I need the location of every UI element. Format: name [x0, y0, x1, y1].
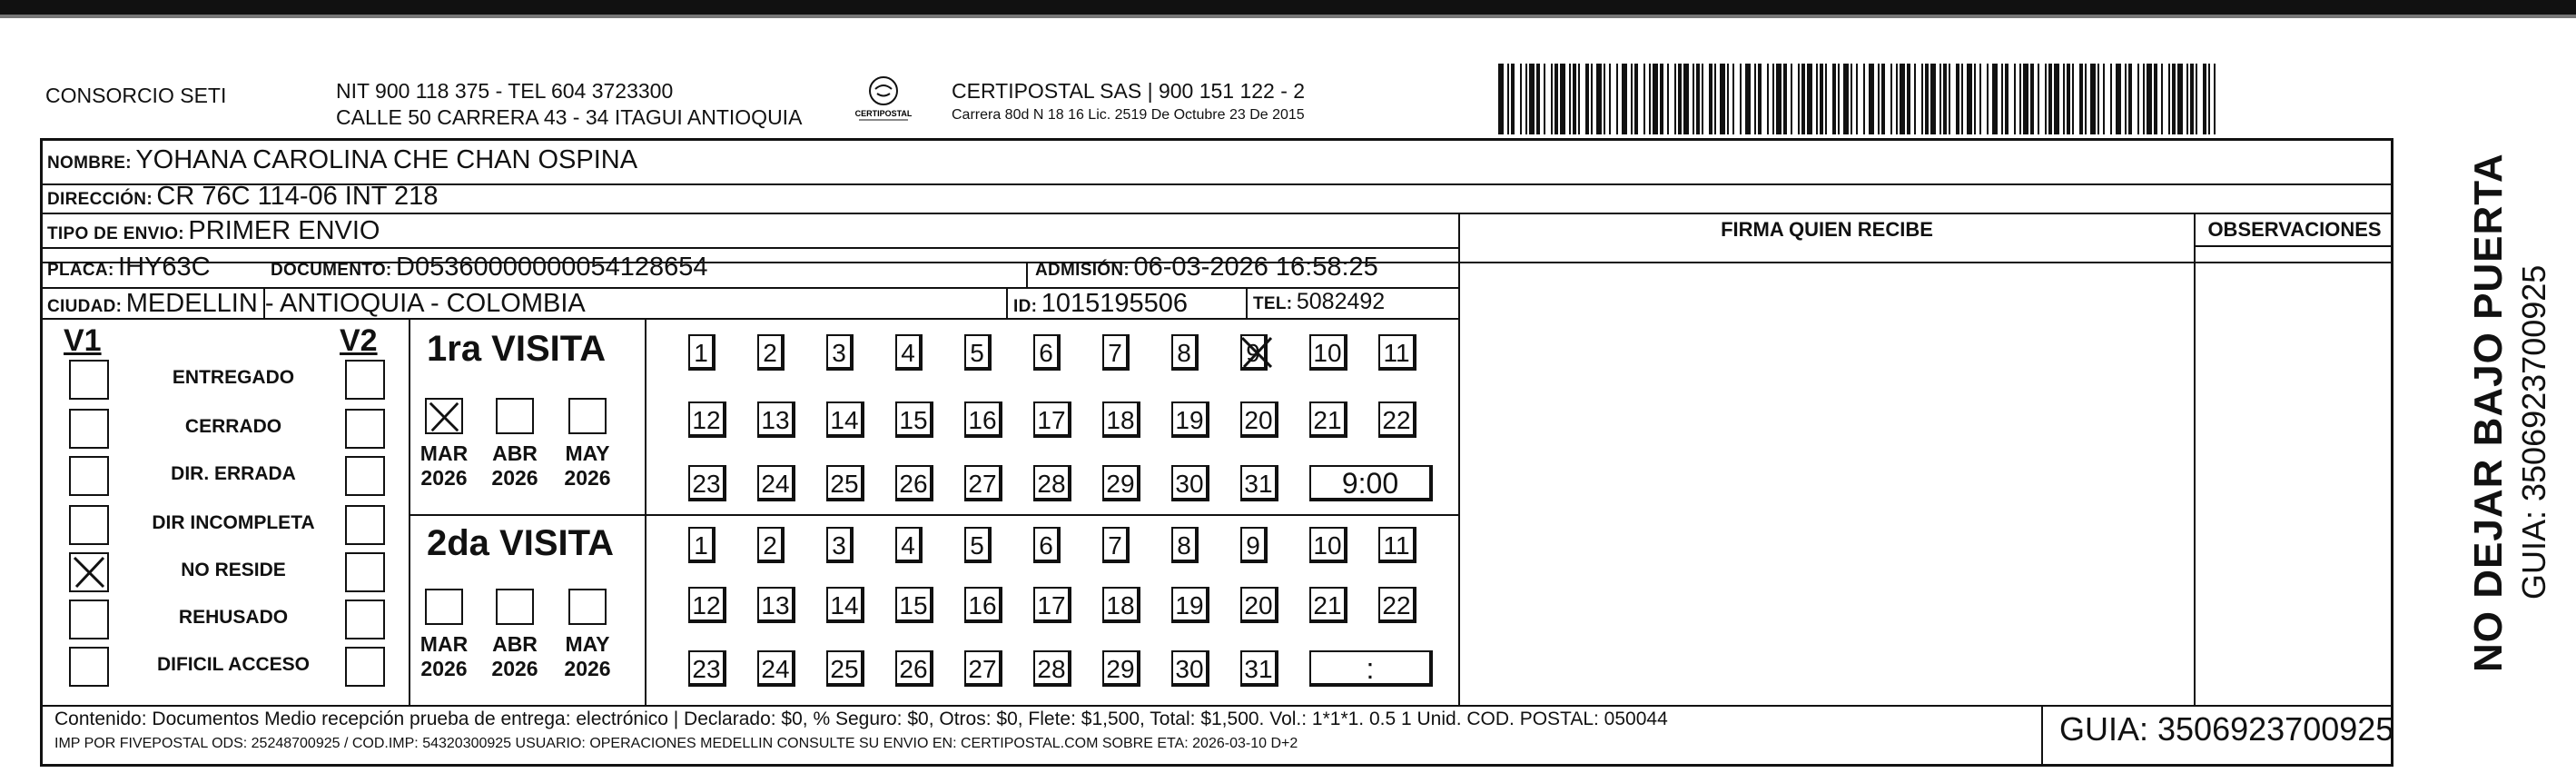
month-name: ABR: [492, 441, 538, 465]
v1-checkbox[interactable]: [69, 456, 109, 496]
month-year: 2026: [420, 657, 468, 680]
status-label: CERRADO: [184, 416, 282, 437]
barcode-bar: [1683, 64, 1689, 134]
visit2-month-checkbox[interactable]: [425, 589, 463, 625]
firma-header: FIRMA QUIEN RECIBE: [1721, 218, 1933, 241]
certipostal-info: [952, 78, 1305, 126]
status-label: DIR. ERRADA: [171, 463, 296, 484]
visit1-day-box[interactable]: 10: [1309, 334, 1347, 371]
barcode-bar: [1907, 64, 1910, 134]
visit1-month-checkbox[interactable]: [568, 398, 607, 434]
barcode-bar: [1869, 64, 1874, 134]
barcode-bar: [1992, 64, 1998, 134]
nombre-value: YOHANA CAROLINA CHE CHAN OSPINA: [135, 145, 638, 174]
barcode-bar: [1776, 64, 1781, 134]
barcode-bar: [1925, 64, 1929, 134]
month-year: 2026: [564, 466, 611, 490]
ciudad-value: MEDELLIN - ANTIOQUIA - COLOMBIA: [125, 289, 586, 318]
visit2-day-box[interactable]: 14: [826, 587, 864, 623]
v2-checkbox[interactable]: [345, 552, 385, 592]
barcode-bar: [1961, 64, 1963, 134]
visit1-day-box[interactable]: 5: [964, 334, 992, 371]
barcode-bar: [2143, 64, 2145, 134]
barcode-bar: [1745, 64, 1751, 134]
id-value: 1015195506: [1041, 289, 1188, 318]
barcode-bar: [1967, 64, 1972, 134]
visit2-day-box[interactable]: 21: [1309, 587, 1347, 623]
visit2-day-box[interactable]: 12: [688, 587, 726, 623]
barcode-bar: [1987, 64, 1989, 134]
barcode-bar: [1525, 64, 1527, 134]
barcode-bar: [1896, 64, 1898, 134]
day-number: 9: [1246, 339, 1260, 367]
barcode-bar: [1720, 64, 1725, 134]
visit2-day-box[interactable]: 6: [1033, 527, 1061, 563]
visit2-day-box[interactable]: 4: [895, 527, 923, 563]
barcode-bar: [1921, 64, 1923, 134]
company-info: [336, 78, 802, 131]
month-name: MAR: [419, 632, 469, 656]
ciudad-label: CIUDAD:: [47, 297, 123, 316]
visit2-day-box[interactable]: 15: [895, 587, 933, 623]
footer-contenido: Contenido: Documentos Medio recepción prueba de entrega: electrónico | Declarado: $0, % Seguro: $0, Otros: $0, Flete: $1,500, Total: $1,500. Vol.: 1*1*1. 0.5 1 Unid. COD. POSTAL: 050044: [54, 709, 1668, 729]
address-line: CALLE 50 CARRERA 43 - 34 ITAGUI ANTIOQUIA: [336, 105, 803, 129]
v1-checkbox[interactable]: [69, 360, 109, 400]
barcode-bar: [1816, 64, 1818, 134]
admision-value: 06-03-2026 16:58:25: [1133, 253, 1378, 282]
visit1-day-box[interactable]: 12: [688, 401, 726, 438]
visit2-day-box[interactable]: 1: [688, 527, 716, 563]
visit2-month-checkbox[interactable]: [496, 589, 534, 625]
logo-text: CERTIPOSTAL: [855, 109, 912, 118]
barcode-bar: [1754, 64, 1756, 134]
barcode-bar: [2147, 64, 2152, 134]
barcode-bar: [1585, 64, 1589, 134]
certipostal-logo: [855, 73, 912, 125]
barcode-bar: [2154, 64, 2157, 134]
barcode-bar: [2030, 64, 2034, 134]
barcode-bar: [2203, 64, 2206, 134]
barcode-bar: [1727, 64, 1729, 134]
visit1-day-box[interactable]: 19: [1171, 401, 1209, 438]
barcode-bar: [1820, 64, 1823, 134]
day-check-mark: [1239, 334, 1275, 371]
barcode-bar: [1622, 64, 1627, 134]
barcode-bar: [1979, 64, 1981, 134]
visit1-day-box[interactable]: 31: [1240, 465, 1278, 501]
visit1-day-box[interactable]: 24: [757, 465, 795, 501]
company-name: CONSORCIO SETI: [45, 84, 227, 107]
barcode-bar: [2014, 64, 2016, 134]
barcode-bar: [1758, 64, 1762, 134]
v2-checkbox[interactable]: [345, 647, 385, 687]
barcode-bar: [1851, 64, 1852, 134]
visit2-day-box[interactable]: 16: [964, 587, 1002, 623]
v2-checkbox[interactable]: [345, 505, 385, 545]
barcode-bar: [1569, 64, 1571, 134]
visit2-day-box[interactable]: 5: [964, 527, 992, 563]
barcode-bar: [1878, 64, 1880, 134]
id-cell: [1013, 289, 1188, 319]
placa-value: IHY63C: [118, 253, 211, 282]
barcode-bar: [1696, 64, 1700, 134]
visit2-month-label: [558, 632, 617, 681]
barcode-bar: [2110, 64, 2112, 134]
barcode-bar: [2137, 64, 2139, 134]
visit1-month-label: [415, 441, 473, 491]
visit1-day-box[interactable]: 27: [964, 465, 1002, 501]
barcode-bar: [1943, 64, 1947, 134]
visit2-month-label: [415, 632, 473, 681]
top-border-shadow: [0, 15, 2576, 18]
barcode-bar: [1856, 64, 1858, 134]
visit2-month-label: [486, 632, 544, 681]
v2-checkbox[interactable]: [345, 360, 385, 400]
nit-line: NIT 900 118 375 - TEL 604 3723300: [336, 79, 674, 103]
barcode-bar: [1554, 64, 1558, 134]
direccion-row: [47, 182, 438, 212]
barcode-bar: [1702, 64, 1703, 134]
barcode-bar: [1881, 64, 1885, 134]
v2-checkbox[interactable]: [345, 456, 385, 496]
barcode-bar: [1634, 64, 1638, 134]
visit1-time-box[interactable]: 9:00: [1309, 465, 1433, 501]
barcode-bar: [2067, 64, 2070, 134]
visit2-day-box[interactable]: 25: [826, 650, 864, 687]
barcode-bar: [1974, 64, 1976, 134]
barcode-bar: [1949, 64, 1950, 134]
visit1-day-box[interactable]: 13: [757, 401, 795, 438]
barcode-bar: [2196, 64, 2197, 134]
visit2-day-box[interactable]: 29: [1102, 650, 1140, 687]
certipostal-sub: Carrera 80d N 18 16 Lic. 2519 De Octubre 23 De 2015: [952, 107, 1305, 123]
visit1-day-box[interactable]: 16: [964, 401, 1002, 438]
visit2-day-box[interactable]: 7: [1102, 527, 1130, 563]
barcode-bar: [2172, 64, 2176, 134]
status-label: ENTREGADO: [172, 367, 295, 388]
visit1-day-box[interactable]: 18: [1102, 401, 1140, 438]
visit1-day-box[interactable]: 17: [1033, 401, 1071, 438]
direccion-label: DIRECCIÓN:: [47, 190, 153, 209]
barcode-bar: [1791, 64, 1792, 134]
tel-value: 5082492: [1296, 289, 1386, 314]
admision-label: ADMISIÓN:: [1035, 261, 1130, 280]
barcode-bar: [1838, 64, 1840, 134]
barcode: [1498, 64, 2216, 134]
barcode-bar: [2190, 64, 2194, 134]
barcode-bar: [1529, 64, 1535, 134]
barcode-bar: [1544, 64, 1545, 134]
barcode-bar: [2161, 64, 2163, 134]
barcode-bar: [1578, 64, 1580, 134]
month-name: MAY: [565, 441, 610, 465]
admision-cell: [1035, 253, 1378, 282]
visit1-day-box[interactable]: 14: [826, 401, 864, 438]
visit2-day-box[interactable]: 17: [1033, 587, 1071, 623]
tipo-label: TIPO DE ENVIO:: [47, 224, 184, 243]
month-name: MAR: [419, 441, 469, 465]
barcode-bar: [2019, 64, 2021, 134]
barcode-bar: [1890, 64, 1892, 134]
barcode-bar: [1498, 64, 1504, 134]
barcode-bar: [1807, 64, 1812, 134]
v1-checkbox[interactable]: [69, 552, 109, 592]
barcode-bar: [2168, 64, 2170, 134]
visit2-day-box[interactable]: 8: [1171, 527, 1199, 563]
visit2-day-box[interactable]: 26: [895, 650, 933, 687]
visit2-day-box[interactable]: 22: [1378, 587, 1416, 623]
month-year: 2026: [420, 466, 468, 490]
barcode-bar: [2038, 64, 2039, 134]
side-guia: GUIA: 3506923700925: [2515, 264, 2552, 600]
observaciones-header: OBSERVACIONES: [2207, 218, 2382, 241]
barcode-bar: [2023, 64, 2028, 134]
certipostal-line: CERTIPOSTAL SAS | 900 151 122 - 2: [952, 79, 1306, 103]
barcode-bar: [1714, 64, 1716, 134]
month-name: MAY: [565, 632, 610, 656]
barcode-bar: [2177, 64, 2183, 134]
month-year: 2026: [491, 657, 538, 680]
top-border: [0, 0, 2576, 15]
visit1-month-label: [558, 441, 617, 491]
barcode-bar: [1596, 64, 1602, 134]
barcode-bar: [1939, 64, 1941, 134]
visit1-day-box[interactable]: 4: [895, 334, 923, 371]
placa-label: PLACA:: [47, 261, 114, 280]
visit2-day-box[interactable]: 28: [1033, 650, 1071, 687]
visit1-day-box[interactable]: 26: [895, 465, 933, 501]
visit2-day-box[interactable]: 20: [1240, 587, 1278, 623]
barcode-bar: [1801, 64, 1805, 134]
barcode-bar: [2103, 64, 2105, 134]
visit1-day-box[interactable]: 21: [1309, 401, 1347, 438]
month-year: 2026: [491, 466, 538, 490]
ciudad-row: [47, 289, 586, 319]
v2-checkbox[interactable]: [345, 409, 385, 449]
barcode-bar: [2097, 64, 2099, 134]
visit1-day-box[interactable]: 30: [1171, 465, 1209, 501]
barcode-bar: [1772, 64, 1774, 134]
barcode-bar: [1900, 64, 1905, 134]
visit2-time-box[interactable]: :: [1309, 650, 1433, 687]
visit1-day-box[interactable]: 29: [1102, 465, 1140, 501]
barcode-bar: [1653, 64, 1658, 134]
visit1-day-box[interactable]: 2: [757, 334, 785, 371]
documento-label: DOCUMENTO:: [271, 261, 392, 280]
visit2-day-box[interactable]: 23: [688, 650, 726, 687]
barcode-bar: [1631, 64, 1633, 134]
barcode-bar: [2079, 64, 2083, 134]
visit1-month-checkbox[interactable]: [425, 398, 463, 434]
barcode-bar: [2090, 64, 2096, 134]
visit1-day-box[interactable]: 23: [688, 465, 726, 501]
visit2-day-box[interactable]: 2: [757, 527, 785, 563]
barcode-bar: [2125, 64, 2127, 134]
id-label: ID:: [1013, 297, 1038, 316]
visit1-day-box[interactable]: 22: [1378, 401, 1416, 438]
side-warning: NO DEJAR BAJO PUERTA: [2466, 153, 2511, 672]
barcode-bar: [1674, 64, 1676, 134]
v1-header: V1: [64, 323, 102, 358]
visit1-day-box[interactable]: 25: [826, 465, 864, 501]
v2-checkbox[interactable]: [345, 600, 385, 639]
barcode-bar: [1616, 64, 1618, 134]
visit2-day-box[interactable]: 31: [1240, 650, 1278, 687]
footer-impresion: IMP POR FIVEPOSTAL ODS: 25248700925 / COD.IMP: 54320300925 USUARIO: OPERACIONES MEDELLIN CONSULTE SU ENVIO EN: CERTIPOSTAL.COM SOBRE ETA: 2026-03-10 D+2: [54, 736, 1298, 751]
footer-guia: GUIA: 3506923700925: [2059, 710, 2394, 748]
barcode-bar: [1591, 64, 1593, 134]
barcode-bar: [2063, 64, 2065, 134]
visit2-day-box[interactable]: 18: [1102, 587, 1140, 623]
barcode-bar: [2116, 64, 2121, 134]
barcode-bar: [2085, 64, 2087, 134]
month-year: 2026: [564, 657, 611, 680]
barcode-bar: [1678, 64, 1682, 134]
barcode-bar: [1843, 64, 1849, 134]
visit1-day-box[interactable]: 28: [1033, 465, 1071, 501]
v1-checkbox[interactable]: [69, 600, 109, 639]
status-label: DIR INCOMPLETA: [152, 512, 315, 533]
tel-label: TEL:: [1253, 294, 1293, 313]
visit1-day-box[interactable]: 11: [1378, 334, 1416, 371]
documento-cell: [271, 253, 708, 282]
visit1-day-box[interactable]: 8: [1171, 334, 1199, 371]
visit2-day-box[interactable]: 13: [757, 587, 795, 623]
visit2-day-box[interactable]: 30: [1171, 650, 1209, 687]
visit1-month-checkbox[interactable]: [496, 398, 534, 434]
barcode-bar: [1520, 64, 1522, 134]
visit2-day-box[interactable]: 19: [1171, 587, 1209, 623]
barcode-bar: [1825, 64, 1827, 134]
barcode-bar: [2048, 64, 2052, 134]
v1-checkbox[interactable]: [69, 409, 109, 449]
barcode-bar: [1667, 64, 1669, 134]
visit1-day-box[interactable]: 1: [688, 334, 716, 371]
barcode-bar: [1536, 64, 1540, 134]
barcode-bar: [1930, 64, 1936, 134]
barcode-bar: [1660, 64, 1663, 134]
barcode-bar: [1609, 64, 1611, 134]
barcode-bar: [2045, 64, 2047, 134]
barcode-bar: [1649, 64, 1651, 134]
visit1-day-box[interactable]: [1240, 334, 1268, 371]
visit1-month-label: [486, 441, 544, 491]
barcode-bar: [1863, 64, 1865, 134]
barcode-bar: [2186, 64, 2188, 134]
visit1-day-box[interactable]: 7: [1102, 334, 1130, 371]
documento-value: D05360000000054128654: [396, 253, 708, 282]
visit2-day-box[interactable]: 24: [757, 650, 795, 687]
visit2-day-box[interactable]: 27: [964, 650, 1002, 687]
direccion-value: CR 76C 114-06 INT 218: [156, 182, 439, 211]
visit1-day-box[interactable]: 20: [1240, 401, 1278, 438]
v1-checkbox[interactable]: [69, 647, 109, 687]
visit2-day-box[interactable]: 3: [826, 527, 854, 563]
barcode-bar: [2005, 64, 2008, 134]
barcode-bar: [1507, 64, 1509, 134]
barcode-bar: [2208, 64, 2210, 134]
placa-row: [47, 253, 211, 282]
barcode-bar: [1604, 64, 1605, 134]
visit1-day-box[interactable]: 3: [826, 334, 854, 371]
barcode-bar: [1956, 64, 1959, 134]
visit2-day-box[interactable]: 10: [1309, 527, 1347, 563]
barcode-bar: [1693, 64, 1694, 134]
visit1-title: 1ra VISITA: [427, 329, 607, 369]
visit2-month-checkbox[interactable]: [568, 589, 607, 625]
barcode-bar: [2072, 64, 2074, 134]
barcode-bar: [1798, 64, 1800, 134]
visit2-day-box[interactable]: 9: [1240, 527, 1268, 563]
barcode-bar: [1709, 64, 1712, 134]
status-label: DIFICIL ACCESO: [156, 654, 310, 675]
barcode-bar: [2128, 64, 2132, 134]
barcode-bar: [1560, 64, 1565, 134]
barcode-bar: [2054, 64, 2059, 134]
barcode-bar: [2001, 64, 2003, 134]
barcode-bar: [1832, 64, 1836, 134]
nombre-row: [47, 145, 637, 175]
barcode-bar: [1740, 64, 1742, 134]
barcode-bar: [1767, 64, 1769, 134]
barcode-bar: [1783, 64, 1787, 134]
barcode-bar: [1551, 64, 1553, 134]
barcode-bar: [1643, 64, 1645, 134]
tel-cell: [1253, 289, 1385, 315]
nombre-label: NOMBRE:: [47, 154, 132, 173]
barcode-bar: [1573, 64, 1576, 134]
barcode-bar: [1511, 64, 1515, 134]
status-label: NO RESIDE: [181, 560, 286, 580]
visit1-day-box[interactable]: 6: [1033, 334, 1061, 371]
visit2-title: 2da VISITA: [427, 523, 614, 563]
barcode-bar: [2214, 64, 2216, 134]
visit1-day-box[interactable]: 15: [895, 401, 933, 438]
v2-header: V2: [340, 323, 378, 358]
status-label: REHUSADO: [178, 607, 289, 628]
v1-checkbox[interactable]: [69, 505, 109, 545]
barcode-bar: [1914, 64, 1916, 134]
barcode-bar: [1732, 64, 1734, 134]
visit2-day-box[interactable]: 11: [1378, 527, 1416, 563]
month-name: ABR: [492, 632, 538, 656]
tipo-row: [47, 216, 380, 246]
tipo-value: PRIMER ENVIO: [188, 216, 380, 245]
